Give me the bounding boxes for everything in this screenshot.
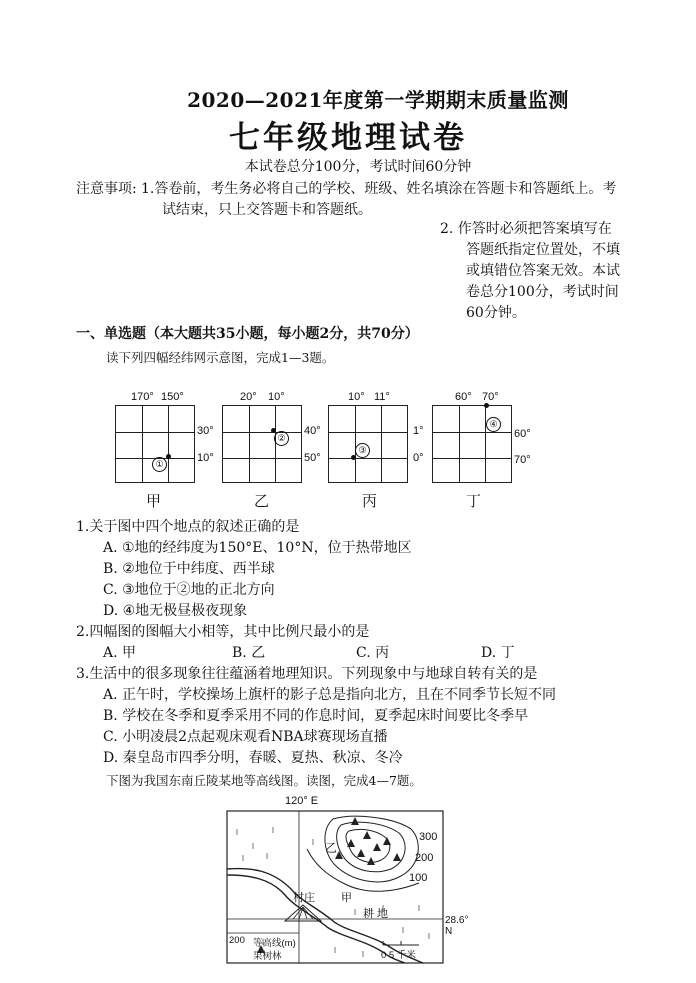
question-option: B. 乙 (232, 645, 266, 661)
notice-label: 注意事项: (76, 181, 137, 197)
question-option: C. 丙 (356, 645, 390, 661)
grid-top-label: 10° (348, 391, 365, 403)
grid-top-label: 150° (161, 391, 184, 403)
grid-side-label: 30° (197, 425, 214, 437)
grid-side-label: 1° (413, 425, 424, 437)
location-dot (484, 403, 489, 408)
location-dot (351, 455, 356, 460)
notice-item-2-line: 答题纸指定位置处，不填 (466, 242, 620, 258)
marker-label: ③ (355, 443, 370, 458)
question-3-stem: 3.生活中的很多现象往往蕴涵着地理知识。下列现象中与地球自转有关的是 (76, 666, 538, 682)
grid-top-label: 10° (268, 391, 285, 403)
place-label-yi: 乙 (325, 841, 338, 855)
legend-contour-value: 200 (229, 935, 245, 946)
contour-label: 200 (415, 852, 434, 864)
exam-year-title: 2020—2021年度第一学期期末质量监测 (187, 88, 569, 112)
notice-item-2-line: 60分钟。 (466, 305, 526, 321)
location-dot (166, 454, 171, 459)
farmland-label: 耕 地 (363, 908, 389, 920)
question-option: A. ①地的经纬度为150°E、10°N，位于热带地区 (103, 540, 412, 556)
notice-item-2-line: 卷总分100分，考试时间 (466, 284, 619, 300)
grid-top-label: 20° (240, 391, 257, 403)
question-option: C. ③地位于②地的正北方向 (103, 582, 275, 598)
question-option: B. 学校在冬季和夏季采用不同的作息时间，夏季起床时间要比冬季早 (103, 708, 529, 724)
grid-caption: 丙 (362, 492, 378, 510)
grid-caption: 甲 (146, 492, 162, 510)
longitude-label: 120° E (285, 795, 319, 807)
marker-label: ② (274, 431, 289, 446)
question-option: C. 小明凌晨2点起观床观看NBA球赛现场直播 (103, 729, 388, 745)
question-option: D. 丁 (481, 645, 515, 661)
exam-subtitle: 本试卷总分100分，考试时间60分钟 (244, 159, 472, 175)
grid-top-label: 11° (374, 391, 390, 403)
latlon-grid (432, 405, 512, 483)
question-1-stem: 1.关于图中四个地点的叙述正确的是 (76, 519, 300, 535)
grid-top-label: 170° (131, 391, 154, 403)
marker-label: ① (152, 457, 167, 472)
legend-orchard-label: 果树林 (253, 951, 282, 962)
question-option: D. ④地无极昼极夜现象 (103, 603, 248, 619)
notice-item-1a: 1.答卷前，考生务必将自己的学校、班级、姓名填涂在答题卡和答题纸上。考 (141, 181, 617, 197)
page-title: 七年级地理试卷 (229, 120, 467, 156)
village-label: 村庄 (293, 892, 315, 904)
grid-top-label: 60° (455, 391, 472, 403)
grid-side-label: 60° (514, 428, 531, 440)
grid-side-label: 70° (514, 454, 531, 466)
latlon-grid (222, 405, 302, 483)
question-option: A. 甲 (103, 645, 137, 661)
section-intro: 读下列四幅经纬网示意图，完成1—3题。 (106, 350, 335, 365)
question-option: A. 正午时，学校操场上旗杆的影子总是指向北方，且在不同季节长短不同 (103, 687, 557, 703)
scale-label: 0 5 千米 (381, 950, 416, 961)
map-intro: 下图为我国东南丘陵某地等高线图。读图，完成4—7题。 (106, 773, 422, 788)
latlon-grid (328, 405, 408, 483)
grid-top-label: 70° (482, 391, 499, 403)
notice-item-1b: 试结束，只上交答题卡和答题纸。 (162, 202, 372, 218)
notice-item-2-line: 或填错位答案无效。本试 (466, 263, 620, 279)
section-heading: 一、单选题（本大题共35小题，每小题2分，共70分） (76, 326, 419, 342)
grid-side-label: 10° (197, 452, 214, 464)
marker-label: ④ (486, 417, 501, 432)
latitude-label: 28.6° N (445, 915, 469, 937)
legend-contour-label: 等高线(m) (253, 938, 296, 949)
question-option: D. 秦皇岛市四季分明，春暖、夏热、秋凉、冬冷 (103, 750, 403, 766)
latlon-grid (115, 405, 195, 483)
contour-label: 300 (419, 831, 438, 843)
contour-label: 100 (409, 872, 428, 884)
question-option: B. ②地位于中纬度、西半球 (103, 561, 275, 577)
question-2-stem: 2.四幅图的图幅大小相等，其中比例尺最小的是 (76, 624, 370, 640)
grid-side-label: 40° (304, 425, 321, 437)
grid-side-label: 0° (413, 452, 424, 464)
contour-map (223, 795, 473, 975)
grid-side-label: 50° (304, 452, 321, 464)
place-label-jia: 甲 (341, 892, 352, 904)
notice-item-2 (440, 219, 640, 324)
grid-caption: 乙 (254, 492, 270, 510)
notice-item-2-line: 2. 作答时必须把答案填写在 (440, 221, 612, 237)
grid-caption: 丁 (466, 492, 482, 510)
